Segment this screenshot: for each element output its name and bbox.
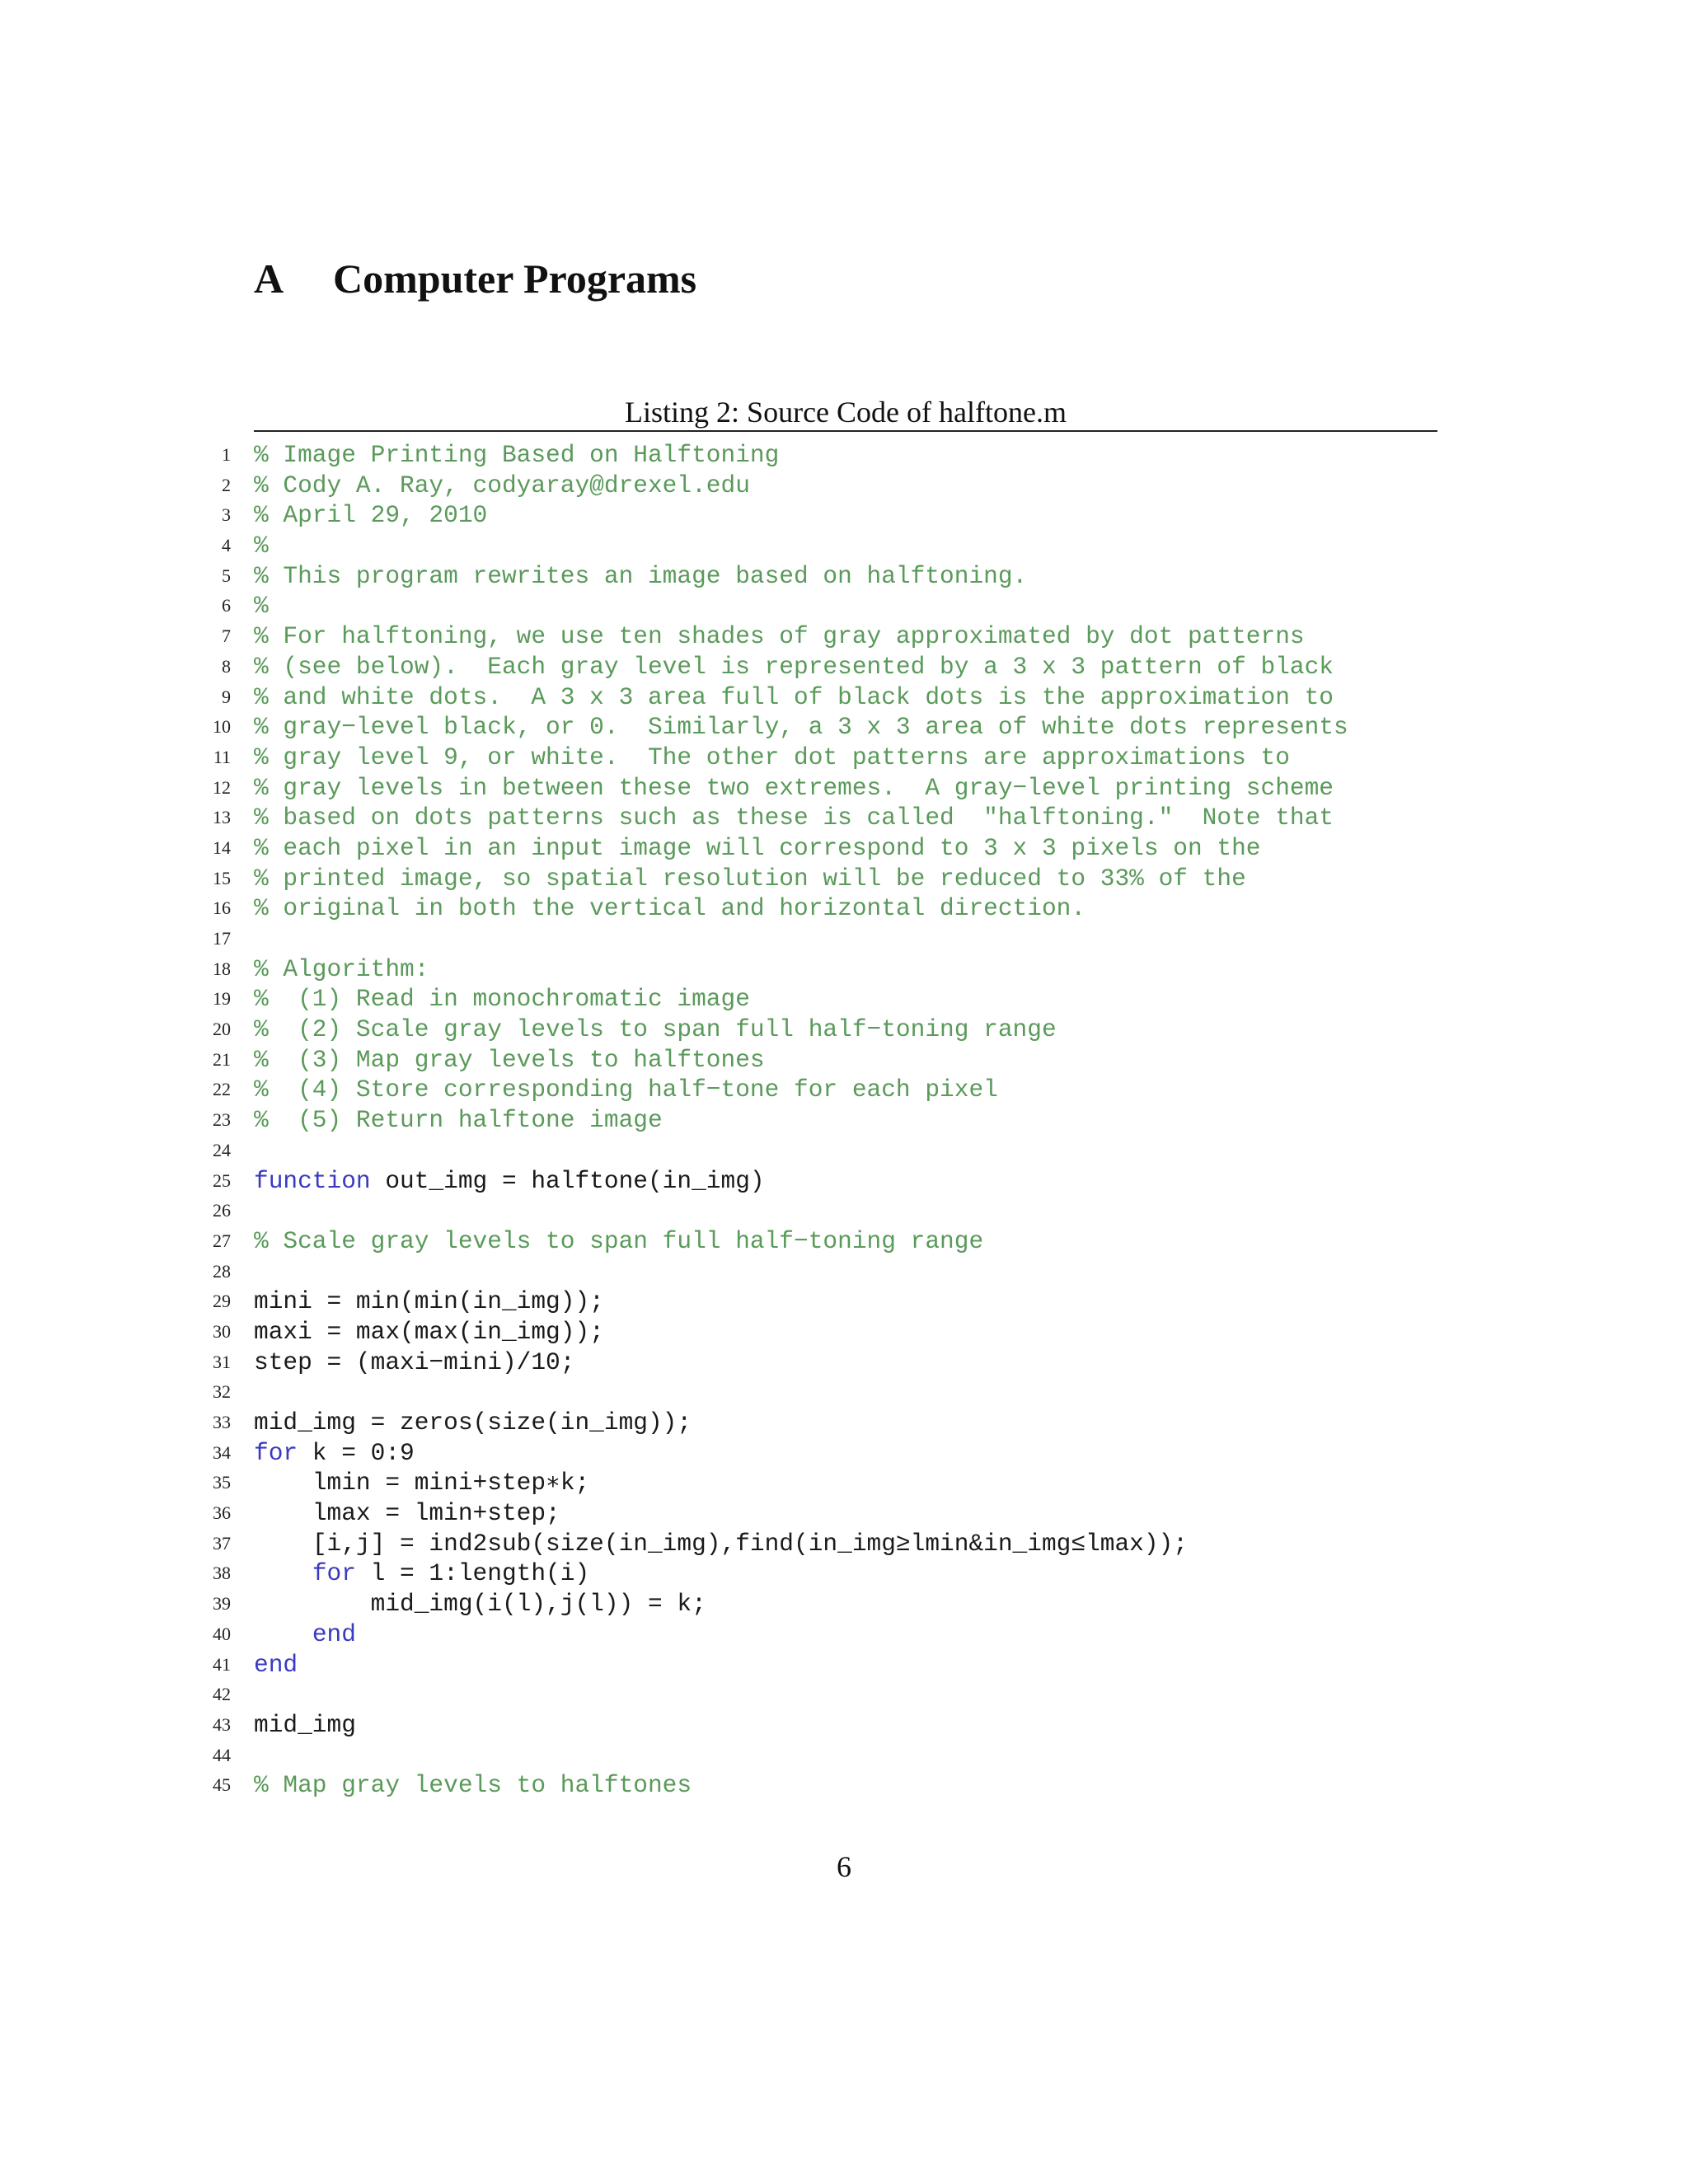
page-number: 6 — [837, 1850, 851, 1883]
code-line — [0, 1075, 1688, 1105]
code-content: % Map gray levels to halftones — [254, 1771, 692, 1800]
line-number: 13 — [213, 807, 231, 828]
code-content: % printed image, so spatial resolution will be reduced to 33% of the — [254, 864, 1246, 893]
section-letter: A — [254, 255, 284, 302]
code-comment — [254, 1226, 983, 1257]
code-line — [0, 1105, 1688, 1136]
line-number: 5 — [222, 565, 231, 586]
code-line — [0, 954, 1688, 985]
line-number: 30 — [213, 1320, 231, 1342]
code-content: % based on dots patterns such as these is called "halftoning." Note that — [254, 804, 1334, 832]
code-text — [254, 1710, 356, 1741]
code-comment — [254, 621, 1305, 652]
code-comment — [254, 1105, 663, 1136]
code-line — [0, 1558, 1688, 1589]
code-line — [0, 833, 1688, 864]
code-content: % (see below). Each gray level is represented by a 3 x 3 pattern of black — [254, 652, 1334, 681]
line-number: 1 — [222, 444, 231, 465]
code-content: % — [254, 532, 269, 560]
code-content: % (1) Read in monochromatic image — [254, 985, 750, 1014]
code-comment — [254, 1045, 765, 1076]
line-number: 3 — [222, 504, 231, 526]
code-text — [254, 1558, 589, 1589]
code-comment — [254, 500, 487, 531]
code-text — [254, 1468, 589, 1498]
code-line — [0, 621, 1688, 652]
line-number: 36 — [213, 1502, 231, 1524]
line-number: 26 — [213, 1200, 231, 1221]
code-comment — [254, 954, 429, 985]
code-content: [i,j] = ind2sub(size(in_img),find(in_img≥lmin&in_img≤lmax)); — [312, 1529, 1188, 1558]
code-line — [0, 500, 1688, 531]
code-text — [254, 1438, 415, 1469]
code-line — [0, 712, 1688, 743]
code-content: % Image Printing Based on Halftoning — [254, 441, 780, 469]
code-text — [254, 1650, 298, 1680]
code-content: % (4) Store corresponding half−tone for each pixel — [254, 1076, 998, 1104]
code-text — [254, 1589, 706, 1619]
code-line — [0, 1468, 1688, 1498]
code-line — [0, 984, 1688, 1015]
code-text — [254, 1619, 356, 1650]
code-line — [0, 682, 1688, 713]
line-number: 42 — [213, 1684, 231, 1705]
code-text — [254, 1498, 560, 1529]
line-number: 4 — [222, 535, 231, 556]
line-number: 15 — [213, 867, 231, 888]
code-line — [0, 1226, 1688, 1257]
code-content: % This program rewrites an image based on halftoning. — [254, 561, 1028, 590]
code-content: % gray−level black, or 0. Similarly, a 3 x 3 area of white dots represents — [254, 713, 1348, 742]
code-line — [0, 1680, 1688, 1710]
code-comment — [254, 864, 1246, 894]
section-heading — [254, 249, 696, 308]
code-line — [0, 1015, 1688, 1045]
caption-rule — [254, 430, 1437, 432]
code-comment — [254, 984, 750, 1015]
code-line — [0, 561, 1688, 592]
code-content: lmin = mini+step∗k; — [312, 1469, 590, 1497]
code-content: lmax = lmin+step; — [312, 1499, 560, 1528]
line-number: 10 — [213, 716, 231, 738]
code-comment — [254, 743, 1290, 773]
line-number: 7 — [222, 626, 231, 647]
code-text — [254, 1529, 1188, 1559]
code-line — [0, 652, 1688, 682]
code-content: % Cody A. Ray, codyaray@drexel.edu — [254, 471, 750, 499]
code-comment — [254, 591, 269, 621]
code-content: k = 0:9 — [298, 1438, 415, 1467]
code-line — [0, 1770, 1688, 1801]
code-content: % Scale gray levels to span full half−toning range — [254, 1226, 984, 1255]
line-number: 35 — [213, 1472, 231, 1493]
code-content: maxi = max(max(in_img)); — [254, 1317, 604, 1346]
code-line — [0, 591, 1688, 621]
code-keyword: function — [254, 1166, 371, 1195]
code-text — [254, 1347, 574, 1378]
line-number: 2 — [222, 474, 231, 495]
code-line — [0, 803, 1688, 833]
code-comment — [254, 1015, 1057, 1045]
line-number: 28 — [213, 1260, 231, 1282]
line-number: 33 — [213, 1412, 231, 1432]
code-line — [0, 1408, 1688, 1438]
line-number: 8 — [222, 655, 231, 677]
line-number: 38 — [213, 1563, 231, 1584]
code-comment — [254, 682, 1334, 713]
code-comment — [254, 833, 1261, 864]
line-number: 11 — [213, 746, 231, 767]
code-line — [0, 1438, 1688, 1469]
line-number: 41 — [213, 1653, 231, 1675]
code-keyword: end — [312, 1619, 356, 1648]
code-line — [0, 471, 1688, 501]
code-comment — [254, 773, 1334, 804]
code-content: out_img = halftone(in_img) — [370, 1166, 765, 1195]
code-content: % each pixel in an input image will correspond to 3 x 3 pixels on the — [254, 833, 1261, 862]
code-line — [0, 924, 1688, 954]
code-line — [0, 1498, 1688, 1529]
line-number: 40 — [213, 1623, 231, 1644]
code-keyword: end — [254, 1650, 298, 1679]
line-number: 44 — [213, 1744, 231, 1765]
code-text — [254, 1166, 765, 1197]
code-content: step = (maxi−mini)/10; — [254, 1347, 575, 1376]
line-number: 14 — [213, 837, 231, 858]
code-line — [0, 1045, 1688, 1076]
section-title: Computer Programs — [333, 255, 697, 302]
code-line — [0, 1136, 1688, 1166]
code-comment — [254, 712, 1348, 743]
code-content: % (2) Scale gray levels to span full half−toning range — [254, 1015, 1057, 1044]
code-content: % — [254, 592, 269, 621]
code-line — [0, 864, 1688, 894]
line-number: 12 — [213, 776, 231, 798]
code-line — [0, 893, 1688, 924]
line-number: 29 — [213, 1291, 231, 1312]
code-line — [0, 743, 1688, 773]
code-content: mid_img(i(l),j(l)) = k; — [370, 1590, 706, 1619]
line-number: 22 — [213, 1079, 231, 1100]
line-number: 32 — [213, 1381, 231, 1403]
code-line — [0, 1710, 1688, 1741]
line-number: 9 — [222, 686, 231, 707]
code-line — [0, 1196, 1688, 1226]
code-content: % For halftoning, we use ten shades of gray approximated by dot patterns — [254, 622, 1305, 651]
code-comment — [254, 803, 1334, 833]
code-line — [0, 1741, 1688, 1771]
code-line — [0, 1286, 1688, 1317]
listing-caption: Listing 2: Source Code of halftone.m — [625, 396, 1067, 429]
code-comment — [254, 561, 1027, 592]
code-listing — [0, 440, 1688, 1801]
code-content: mid_img = zeros(size(in_img)); — [254, 1408, 692, 1436]
line-number: 31 — [213, 1351, 231, 1372]
code-content: % and white dots. A 3 x 3 area full of black dots is the approximation to — [254, 682, 1334, 711]
line-number: 18 — [213, 958, 231, 979]
code-line — [0, 1377, 1688, 1408]
line-number: 37 — [213, 1532, 231, 1554]
code-keyword: for — [312, 1559, 356, 1588]
code-line — [0, 531, 1688, 561]
line-number: 24 — [213, 1139, 231, 1160]
code-line — [0, 440, 1688, 471]
code-comment — [254, 531, 269, 561]
code-line — [0, 1529, 1688, 1559]
code-comment — [254, 652, 1334, 682]
line-number: 39 — [213, 1593, 231, 1615]
code-line — [0, 1317, 1688, 1347]
code-content: % (5) Return halftone image — [254, 1106, 663, 1135]
code-comment — [254, 1075, 998, 1105]
code-comment — [254, 471, 750, 501]
code-comment — [254, 1770, 692, 1801]
code-line — [0, 1650, 1688, 1680]
code-line — [0, 773, 1688, 804]
line-number: 20 — [213, 1019, 231, 1040]
code-content: % gray levels in between these two extremes. A gray−level printing scheme — [254, 773, 1334, 802]
code-content: % Algorithm: — [254, 954, 429, 983]
code-line — [0, 1589, 1688, 1619]
code-text — [254, 1317, 604, 1347]
code-comment — [254, 440, 779, 471]
code-comment — [254, 893, 1085, 924]
code-keyword: for — [254, 1438, 298, 1467]
code-line — [0, 1166, 1688, 1197]
code-line — [0, 1619, 1688, 1650]
code-text — [254, 1286, 604, 1317]
line-number: 17 — [213, 928, 231, 949]
code-content: % original in both the vertical and horizontal direction. — [254, 894, 1086, 923]
code-line — [0, 1257, 1688, 1287]
code-line — [0, 1347, 1688, 1378]
code-content: % April 29, 2010 — [254, 501, 488, 530]
line-number: 45 — [213, 1774, 231, 1796]
line-number: 23 — [213, 1109, 231, 1131]
line-number: 21 — [213, 1048, 231, 1070]
code-content: mini = min(min(in_img)); — [254, 1287, 604, 1316]
line-number: 19 — [213, 988, 231, 1010]
line-number: 6 — [222, 595, 231, 616]
line-number: 16 — [213, 898, 231, 919]
line-number: 34 — [213, 1441, 231, 1463]
line-number: 43 — [213, 1713, 231, 1735]
line-number: 27 — [213, 1230, 231, 1251]
line-number: 25 — [213, 1169, 231, 1191]
code-content: l = 1:length(i) — [355, 1559, 590, 1588]
code-text — [254, 1408, 692, 1438]
code-content: % gray level 9, or white. The other dot patterns are approximations to — [254, 743, 1290, 771]
code-content: mid_img — [254, 1710, 356, 1739]
code-content: % (3) Map gray levels to halftones — [254, 1045, 765, 1074]
